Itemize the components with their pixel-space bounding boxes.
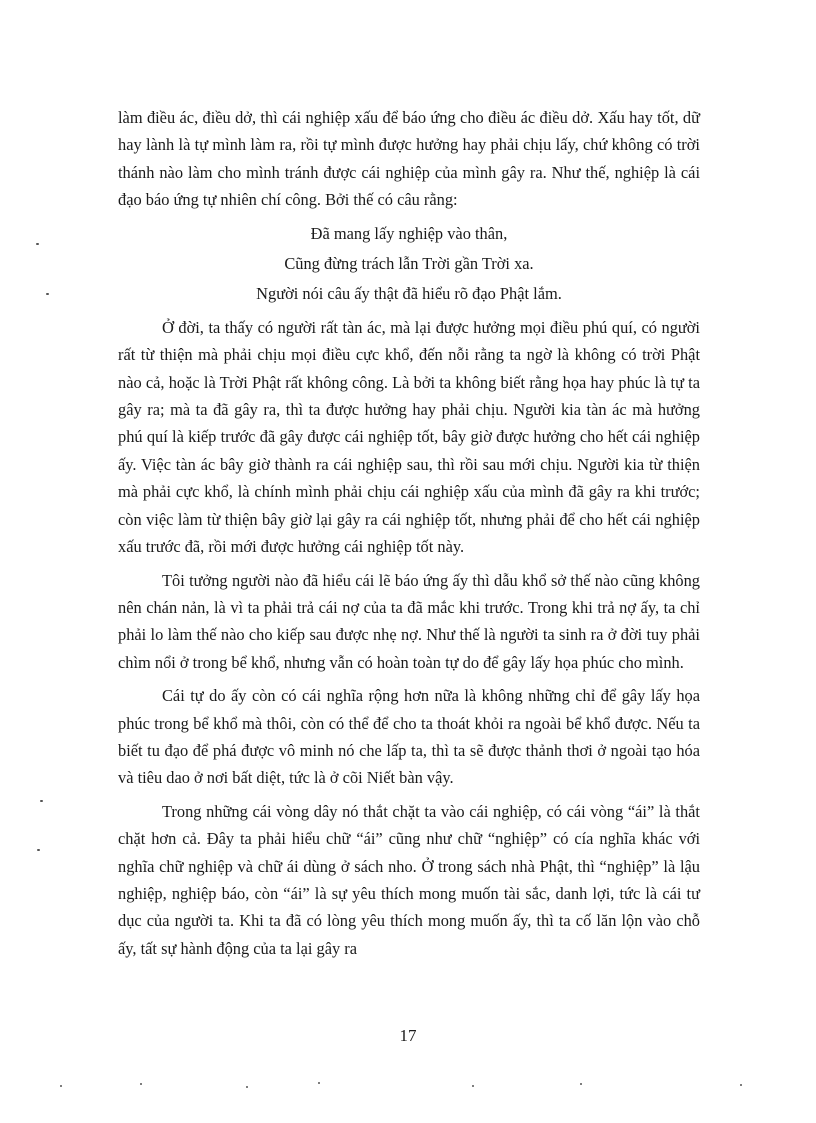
verse-line-2: Cũng đừng trách lẫn Trời gần Trời xa. bbox=[284, 254, 534, 274]
scan-speck bbox=[46, 293, 49, 295]
opening-paragraph: làm điều ác, điều dở, thì cái nghiệp xấu để báo ứng cho điều ác điều dở. Xấu hay tốt, dữ hay lành là tự mình làm ra, rồi tự mình được hưởng hay phải chịu lấy, chứ không có trời thánh nào làm cho mình tránh được cái nghiệp của mình gây ra. Như thế, nghiệp là cái đạo báo ứng tự nhiên chí công. Bởi thế có câu rằng: bbox=[118, 108, 700, 210]
page-number: 17 bbox=[399, 1026, 417, 1045]
scan-speck bbox=[246, 1086, 248, 1088]
scan-speck bbox=[472, 1085, 474, 1087]
paragraph-2: Ở đời, ta thấy có người rất tàn ác, mà lại được hưởng mọi điều phú quí, có người rất từ thiện mà phải chịu mọi điều cực khổ, đến nỗi rằng ta ngờ là không có trời Phật nào cả, hoặc là Trời Phật rất không công. Là bởi ta không biết rằng họa hay phúc là tự ta gây ra; mà ta đã gây ra, thì ta được hưởng hay phải chịu. Người kia tàn ác mà hưởng phú quí là kiếp trước đã gây được cái nghiệp tốt, bây giờ được hưởng cho hết cái nghiệp ấy. Việc tàn ác bây giờ thành ra cái nghiệp sau, thì rồi sau mới chịu. Người kia từ thiện mà phải cực khổ, là chính mình phải chịu cái nghiệp xấu của mình đã gây ra khi trước; còn việc làm từ thiện bây giờ lại gây ra cái nghiệp tốt, nhưng phải để cho hết cái nghiệp xấu trước đã, rồi mới được hưởng cái nghiệp tốt này. bbox=[118, 317, 700, 557]
scan-speck bbox=[60, 1085, 62, 1087]
paragraph-3: Tôi tưởng người nào đã hiểu cái lẽ báo ứng ấy thì dẫu khổ sở thế nào cũng không nên chán nản, là vì ta phải trả cái nợ của ta đã mắc khi trước. Trong khi trả nợ ấy, ta chỉ phải lo làm thế nào cho kiếp sau được nhẹ nợ. Như thế là người ta sinh ra ở đời tuy phải chìm nổi ở trong bể khổ, nhưng vẫn có hoàn toàn tự do để gây lấy họa phúc cho mình. bbox=[118, 570, 700, 672]
verse-line-1: Đã mang lấy nghiệp vào thân, bbox=[310, 223, 508, 243]
scan-speck bbox=[40, 800, 43, 802]
scan-speck bbox=[740, 1084, 742, 1086]
scan-speck bbox=[140, 1083, 142, 1085]
scan-speck bbox=[37, 849, 40, 851]
verse-comment: Người nói câu ấy thật đã hiểu rõ đạo Phật lắm. bbox=[256, 284, 562, 304]
scan-speck bbox=[36, 243, 39, 245]
body-text bbox=[118, 104, 700, 962]
paragraph-5: Trong những cái vòng dây nó thắt chặt ta vào cái nghiệp, có cái vòng “ái” là thắt chặt hơn cả. Đây ta phải hiểu chữ “ái” cũng như chữ “nghiệp” có cía nghĩa khác với nghĩa chữ nghiệp và chữ ái dùng ở sách nho. Ở trong sách nhà Phật, thì “nghiệp” là lậu nghiệp, nghiệp báo, còn “ái” là sự yêu thích mong muốn tài sắc, danh lợi, tức là cái tư dục của người ta. Khi ta đã có lòng yêu thích mong muốn ấy, thì ta cố lăn lộn vào chỗ ấy, tất sự hành động của ta lại gây ra bbox=[118, 801, 700, 958]
paragraph-4: Cái tự do ấy còn có cái nghĩa rộng hơn nữa là không những chỉ để gây lấy họa phúc trong bể khổ mà thôi, còn có thể để cho ta thoát khỏi ra ngoài bể khổ được. Nếu ta biết tu đạo để phá được vô minh nó che lấp ta, thì ta sẽ được thảnh thơi ở ngoài tạo hóa và tiêu dao ở nơi bất diệt, tức là ở cõi Niết bàn vậy. bbox=[118, 686, 700, 788]
scan-speck bbox=[580, 1083, 582, 1085]
scan-speck bbox=[318, 1082, 320, 1084]
